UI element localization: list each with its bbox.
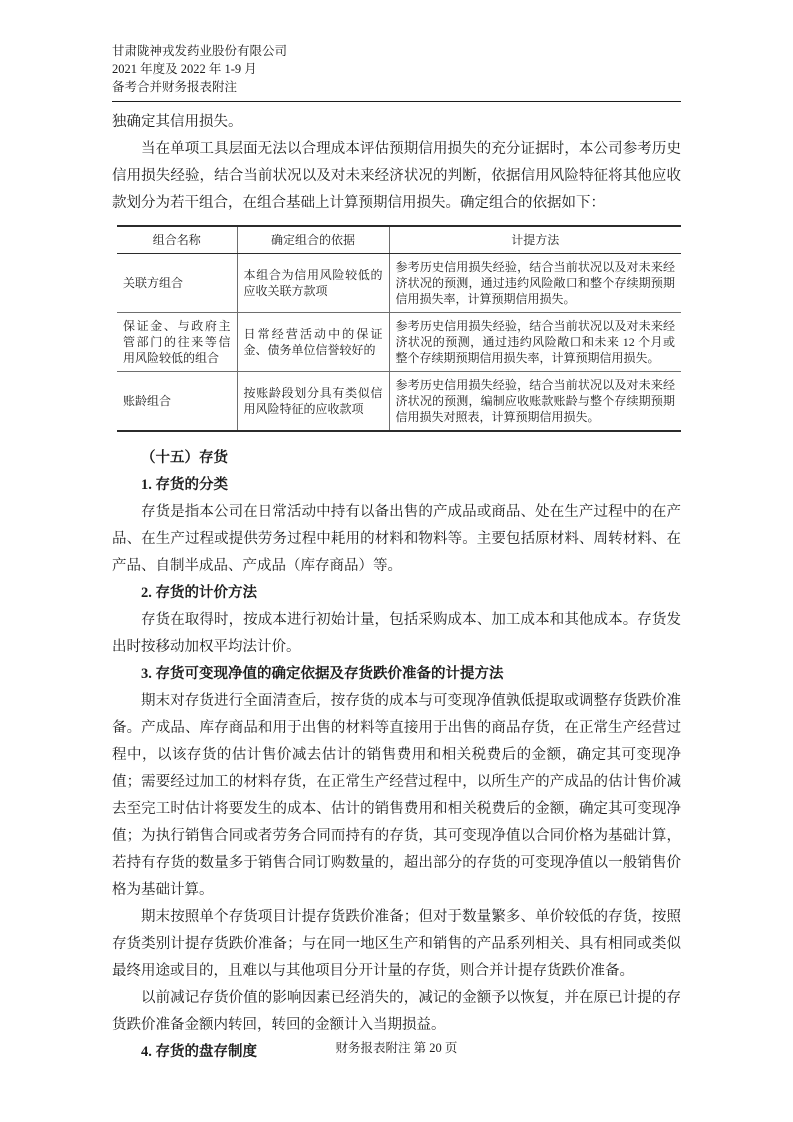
subsection-1-paragraph: 存货是指本公司在日常活动中持有以备出售的产成品或商品、处在生产过程中的在产品、在生产过程或提供劳务过程中耗用的材料和物料等。主要包括原材料、周转材料、在产品、自制半成品、产成品（库存商品）等。 [112, 504, 681, 574]
subsection-3-paragraph-3: 以前减记存货价值的影响因素已经消失的，减记的金额予以恢复，并在原已计提的存货跌价准备金额内转回，转回的金额计入当期损益。 [112, 990, 681, 1033]
subsection-3-paragraph-2: 期末按照单个存货项目计提存货跌价准备；但对于数量繁多、单价较低的存货，按照存货类别计提存货跌价准备；与在同一地区生产和销售的产品系列相关、具有相同或类似最终用途或目的，且难以与其他项目分开计量的存货，则合并计提存货跌价准备。 [112, 909, 681, 979]
document-title: 备考合并财务报表附注 [112, 80, 238, 94]
page-footer: 财务报表附注 第 20 页 [335, 1041, 458, 1055]
table-header-row [117, 226, 681, 254]
subsection-2-title: 2. 存货的计价方法 [141, 585, 257, 601]
company-name: 甘肃陇神戎发药业股份有限公司 [112, 44, 288, 58]
table-row [117, 372, 681, 432]
credit-loss-grouping-table [117, 225, 681, 432]
provision-method-cell: 参考历史信用损失经验，结合当前状况以及对未来经济状况的预测，编制应收账款账龄与整个存续期预期信用损失对照表，计算预期信用损失。 [389, 372, 681, 432]
subsection-4-title: 4. 存货的盘存制度 [141, 1044, 257, 1060]
group-name-cell: 保证金、与政府主管部门的往来等信用风险较低的组合 [117, 313, 237, 372]
subsection-3-paragraph-1: 期末对存货进行全面清查后，按存货的成本与可变现净值孰低提取或调整存货跌价准备。产成品、库存商品和用于出售的材料等直接用于出售的商品存货，在正常生产经营过程中，以该存货的估计售价减去估计的销售费用和相关税费后的金额，确定其可变现净值；需要经过加工的材料存货，在正常生产经营过程中，以所生产的产成品的估计售价减去至完工时估计将要发生的成本、估计的销售费用和相关税费后的金额，确定其可变现净值；为执行销售合同或者劳务合同而持有的存货，其可变现净值以合同价格为基础计算，若持有存货的数量多于销售合同订购数量的，超出部分的存货的可变现净值以一般销售价格为基础计算。 [112, 693, 681, 898]
continuation-line: 独确定其信用损失。 [112, 114, 243, 130]
document-body [112, 109, 681, 1066]
grouping-basis-cell: 日常经营活动中的保证金、债务单位信誉较好的 [237, 313, 389, 372]
group-name-cell: 关联方组合 [117, 254, 237, 313]
table-row [117, 254, 681, 313]
subsection-2-paragraph: 存货在取得时，按成本进行初始计量，包括采购成本、加工成本和其他成本。存货发出时按移动加权平均法计价。 [112, 612, 681, 655]
report-period: 2021 年度及 2022 年 1-9 月 [112, 62, 257, 76]
column-header-group-name: 组合名称 [117, 226, 237, 254]
group-name-cell: 账龄组合 [123, 394, 172, 408]
column-header-grouping-basis: 确定组合的依据 [237, 226, 389, 254]
subsection-1-title: 1. 存货的分类 [141, 477, 228, 493]
provision-method-cell: 参考历史信用损失经验，结合当前状况以及对未来经济状况的预测，通过违约风险敞口和未来 12 个月或整个存续期预期信用损失率，计算预期信用损失。 [389, 313, 681, 372]
provision-method-cell: 参考历史信用损失经验，结合当前状况以及对未来经济状况的预测，通过违约风险敞口和整个存续期预期信用损失率，计算预期信用损失。 [389, 254, 681, 313]
grouping-basis-cell: 本组合为信用风险较低的应收关联方款项 [237, 254, 389, 313]
grouping-basis-cell: 按账龄段划分具有类似信用风险特征的应收款项 [237, 372, 389, 432]
subsection-3-title: 3. 存货可变现净值的确定依据及存货跌价准备的计提方法 [141, 666, 504, 682]
page-content [112, 42, 681, 1066]
table-row [117, 313, 681, 372]
section-title-inventory: （十五）存货 [141, 450, 228, 466]
intro-paragraph: 当在单项工具层面无法以合理成本评估预期信用损失的充分证据时，本公司参考历史信用损失经验，结合当前状况以及对未来经济状况的判断，依据信用风险特征将其他应收款划分为若干组合，在组合基础上计算预期信用损失。确定组合的依据如下： [112, 141, 681, 211]
page-header [112, 42, 681, 102]
column-header-provision-method: 计提方法 [389, 226, 681, 254]
